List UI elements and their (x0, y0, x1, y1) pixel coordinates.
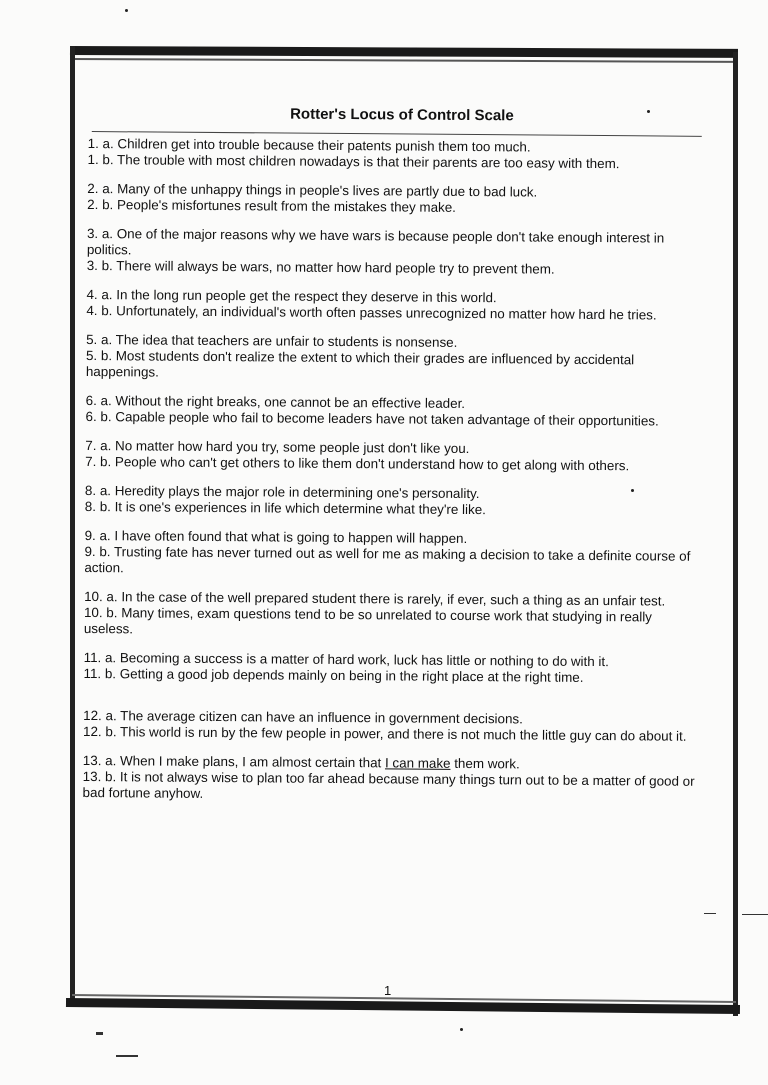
item-option-a: 3. a. One of the major reasons why we have wars is because people don't take enough interest in politics. (86, 225, 665, 258)
scan-artifact-line (116, 1055, 138, 1057)
scale-item-7 (85, 438, 701, 475)
scale-item-3 (87, 226, 703, 279)
page-frame-top-border (70, 46, 738, 58)
scale-item-6 (85, 393, 701, 430)
item-option-b: 2. b. People's misfortunes result from the mistakes they make. (87, 196, 456, 215)
item-option-a: 2. a. Many of the unhappy things in people's lives are partly due to bad luck. (87, 180, 538, 200)
scan-artifact-mark (96, 1032, 103, 1035)
scale-item-5 (86, 332, 702, 385)
scan-artifact-dot (460, 1028, 463, 1031)
item-option-b: 1. b. The trouble with most children nowadays is that their parents are too easy with them. (87, 151, 620, 172)
underlined-phrase: I can make (384, 755, 451, 771)
item-option-b: 4. b. Unfortunately, an individual's worth often passes unrecognized no matter how hard he tries. (86, 302, 657, 323)
item-option-a: 12. a. The average citizen can have an influence in government decisions. (83, 707, 523, 727)
item-option-a-text-end: them work. (450, 755, 520, 772)
item-option-b: 7. b. People who can't get others to like them don't understand how to get along with others. (85, 453, 630, 474)
item-option-a: 7. a. No matter how hard you try, some people just don't like you. (85, 437, 470, 457)
scale-item-8 (85, 483, 701, 520)
item-option-b: 5. b. Most students don't realize the extent to which their grades are influenced by accidental happenings. (85, 347, 635, 380)
item-option-b: 13. b. It is not always wise to plan too far ahead because many things turn out to be a matter of good or bad fortune anyhow. (82, 768, 695, 801)
item-option-b: 8. b. It is one's experiences in life which determine what they're like. (84, 498, 486, 518)
item-option-b: 3. b. There will always be wars, no matter how hard people try to prevent them. (86, 257, 555, 277)
item-option-a: 4. a. In the long run people get the respect they deserve in this world. (86, 286, 497, 306)
scan-artifact-dot (125, 9, 128, 12)
scale-item-12 (83, 708, 699, 745)
item-option-b: 12. b. This world is run by the few people in power, and there is not much the little guy can do about it. (83, 723, 687, 744)
item-option-a: 5. a. The idea that teachers are unfair to students is nonsense. (86, 331, 458, 350)
item-option-b: 6. b. Capable people who fail to become leaders have not taken advantage of their opportunities. (85, 408, 659, 429)
scan-artifact-line (704, 913, 716, 914)
scale-items-list (83, 136, 704, 806)
item-option-a: 6. a. Without the right breaks, one cannot be an effective leader. (85, 392, 466, 411)
scan-artifact-line (742, 914, 768, 915)
page-number: 1 (384, 983, 392, 998)
scale-item-13 (83, 753, 699, 806)
item-option-a: 10. a. In the case of the well prepared student there is rarely, if ever, such a thing as an unfair test. (84, 588, 666, 609)
item-option-a: 11. a. Becoming a success is a matter of hard work, luck has little or nothing to do with it. (83, 649, 609, 670)
page-frame-top-inner-border (70, 58, 738, 63)
item-option-a: 1. a. Children get into trouble because their patents punish them too much. (87, 135, 531, 155)
item-option-a-text-start: 13. a. When I make plans, I am almost certain that (82, 752, 386, 771)
scale-item-11 (83, 650, 699, 687)
document-body (83, 104, 704, 806)
scale-item-9 (84, 528, 700, 581)
document-title: Rotter's Locus of Control Scale (290, 105, 514, 125)
page-frame-left-border (70, 46, 75, 1002)
item-option-b: 11. b. Getting a good job depends mainly on being in the right place at the right time. (83, 665, 584, 685)
scale-item-10 (84, 589, 700, 642)
item-option-b: 10. b. Many times, exam questions tend to be so unrelated to course work that studying in really useless. (83, 604, 652, 637)
scale-item-1 (87, 136, 703, 173)
scale-item-4 (86, 287, 702, 324)
page-frame-right-border (733, 52, 738, 1016)
item-option-a: 8. a. Heredity plays the major role in determining one's personality. (84, 482, 480, 502)
item-option-b: 9. b. Trusting fate has never turned out as well for me as making a decision to take a definite course of action. (84, 543, 691, 576)
item-option-a: 9. a. I have often found that what is going to happen will happen. (84, 527, 468, 546)
scale-item-2 (87, 181, 703, 218)
